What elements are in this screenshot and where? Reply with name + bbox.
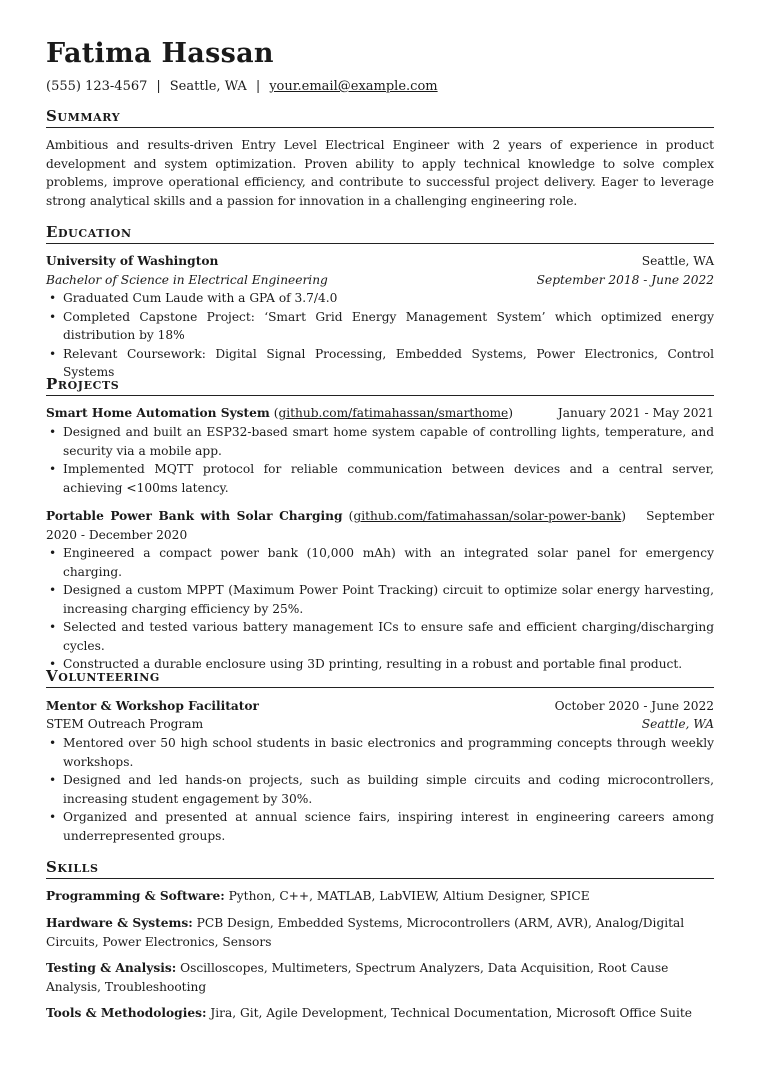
phone-number: (555) 123-4567 (46, 79, 148, 94)
skill-row (46, 1004, 714, 1023)
contact-separator: | (255, 79, 261, 94)
list-item: • Designed a custom MPPT (Maximum Power Point Tracking) circuit to optimize solar energy harvesting, increasing charging efficiency by 25%. (46, 581, 714, 618)
volunteer-role: Mentor & Workshop Facilitator (46, 699, 259, 713)
list-item: • Mentored over 50 high school students in basic electronics and programming concepts through weekly workshops. (46, 734, 714, 771)
project-link[interactable]: github.com/fatimahassan/smarthome (278, 406, 509, 420)
project-name: Portable Power Bank with Solar Charging (46, 509, 343, 523)
list-item: • Organized and presented at annual science fairs, inspiring interest in engineering careers among underrepresented groups. (46, 808, 714, 845)
volunteer-dates: October 2020 - June 2022 (554, 699, 714, 713)
location: Seattle, WA (169, 79, 247, 94)
skill-value: Oscilloscopes, Multimeters, Spectrum Analyzers, Data Acquisition, Root Cause Analysis, Troubleshooting (46, 961, 669, 994)
email-link[interactable]: your.email@example.com (269, 79, 438, 94)
project-dates: September 2020 - December 2020 (46, 509, 715, 542)
section-title-education: Education (46, 223, 714, 244)
project-link[interactable]: github.com/fatimahassan/solar-power-bank (353, 509, 622, 523)
skill-value: Jira, Git, Agile Development, Technical Documentation, Microsoft Office Suite (210, 1006, 692, 1020)
skill-label: Hardware & Systems: (46, 916, 193, 930)
project-name: Smart Home Automation System (46, 406, 270, 420)
volunteer-location: Seattle, WA (641, 717, 714, 731)
education-bullets (46, 289, 714, 382)
school-location: Seattle, WA (641, 254, 714, 268)
skill-value: Python, C++, MATLAB, LabVIEW, Altium Designer, SPICE (228, 889, 590, 903)
list-item: • Constructed a durable enclosure using 3D printing, resulting in a robust and portable final product. (46, 655, 714, 674)
list-item: • Completed Capstone Project: ‘Smart Grid Energy Management System’ which optimized energy distribution by 18% (46, 308, 714, 345)
list-item: • Graduated Cum Laude with a GPA of 3.7/4.0 (46, 289, 714, 308)
contact-line (46, 78, 438, 95)
project-bullets (46, 544, 714, 674)
candidate-name: Fatima Hassan (46, 38, 274, 69)
project-dates: January 2021 - May 2021 (557, 406, 714, 420)
list-item: • Selected and tested various battery management ICs to ensure safe and efficient charging/discharging cycles. (46, 618, 714, 655)
list-item: • Engineered a compact power bank (10,000 mAh) with an integrated solar panel for emergency charging. (46, 544, 714, 581)
skill-label: Tools & Methodologies: (46, 1006, 207, 1020)
section-title-projects: Projects (46, 375, 714, 396)
education-dates: September 2018 - June 2022 (536, 273, 714, 287)
list-item: • Implemented MQTT protocol for reliable communication between devices and a central server, achieving <100ms latency. (46, 460, 714, 497)
summary-text: Ambitious and results-driven Entry Level Electrical Engineer with 2 years of experience in product development and system optimization. Proven ability to apply technical knowledge to solve complex problems, improve operational efficiency, and contribute to successful project delivery. Eager to leverage strong analytical skills and a passion for innovation in a challenging engineering role. (46, 138, 714, 208)
skill-row (46, 914, 714, 951)
skill-value: PCB Design, Embedded Systems, Microcontrollers (ARM, AVR), Analog/Digital Circuits, Power Electronics, Sensors (46, 916, 685, 949)
skill-label: Testing & Analysis: (46, 961, 177, 975)
school-name: University of Washington (46, 254, 219, 268)
list-item: • Designed and led hands-on projects, such as building simple circuits and coding microcontrollers, increasing student engagement by 30%. (46, 771, 714, 808)
section-title-summary: Summary (46, 107, 714, 128)
section-title-skills: Skills (46, 858, 714, 879)
contact-separator: | (156, 79, 161, 94)
volunteering-bullets (46, 734, 714, 845)
volunteer-org: STEM Outreach Program (46, 717, 204, 731)
project-header-row: Portable Power Bank with Solar Charging (github.com/fatimahassan/solar-power-bank) September 2020 - December 2020 (46, 509, 715, 542)
skill-row (46, 959, 714, 996)
skill-row (46, 887, 714, 906)
skill-label: Programming & Software: (46, 889, 225, 903)
section-title-volunteering: Volunteering (46, 667, 714, 688)
degree: Bachelor of Science in Electrical Engineering (46, 273, 328, 287)
list-item: • Designed and built an ESP32-based smart home system capable of controlling lights, temperature, and security via a mobile app. (46, 423, 714, 460)
project-bullets (46, 423, 714, 497)
list-item: • Relevant Coursework: Digital Signal Processing, Embedded Systems, Power Electronics, Control Systems (46, 345, 714, 382)
